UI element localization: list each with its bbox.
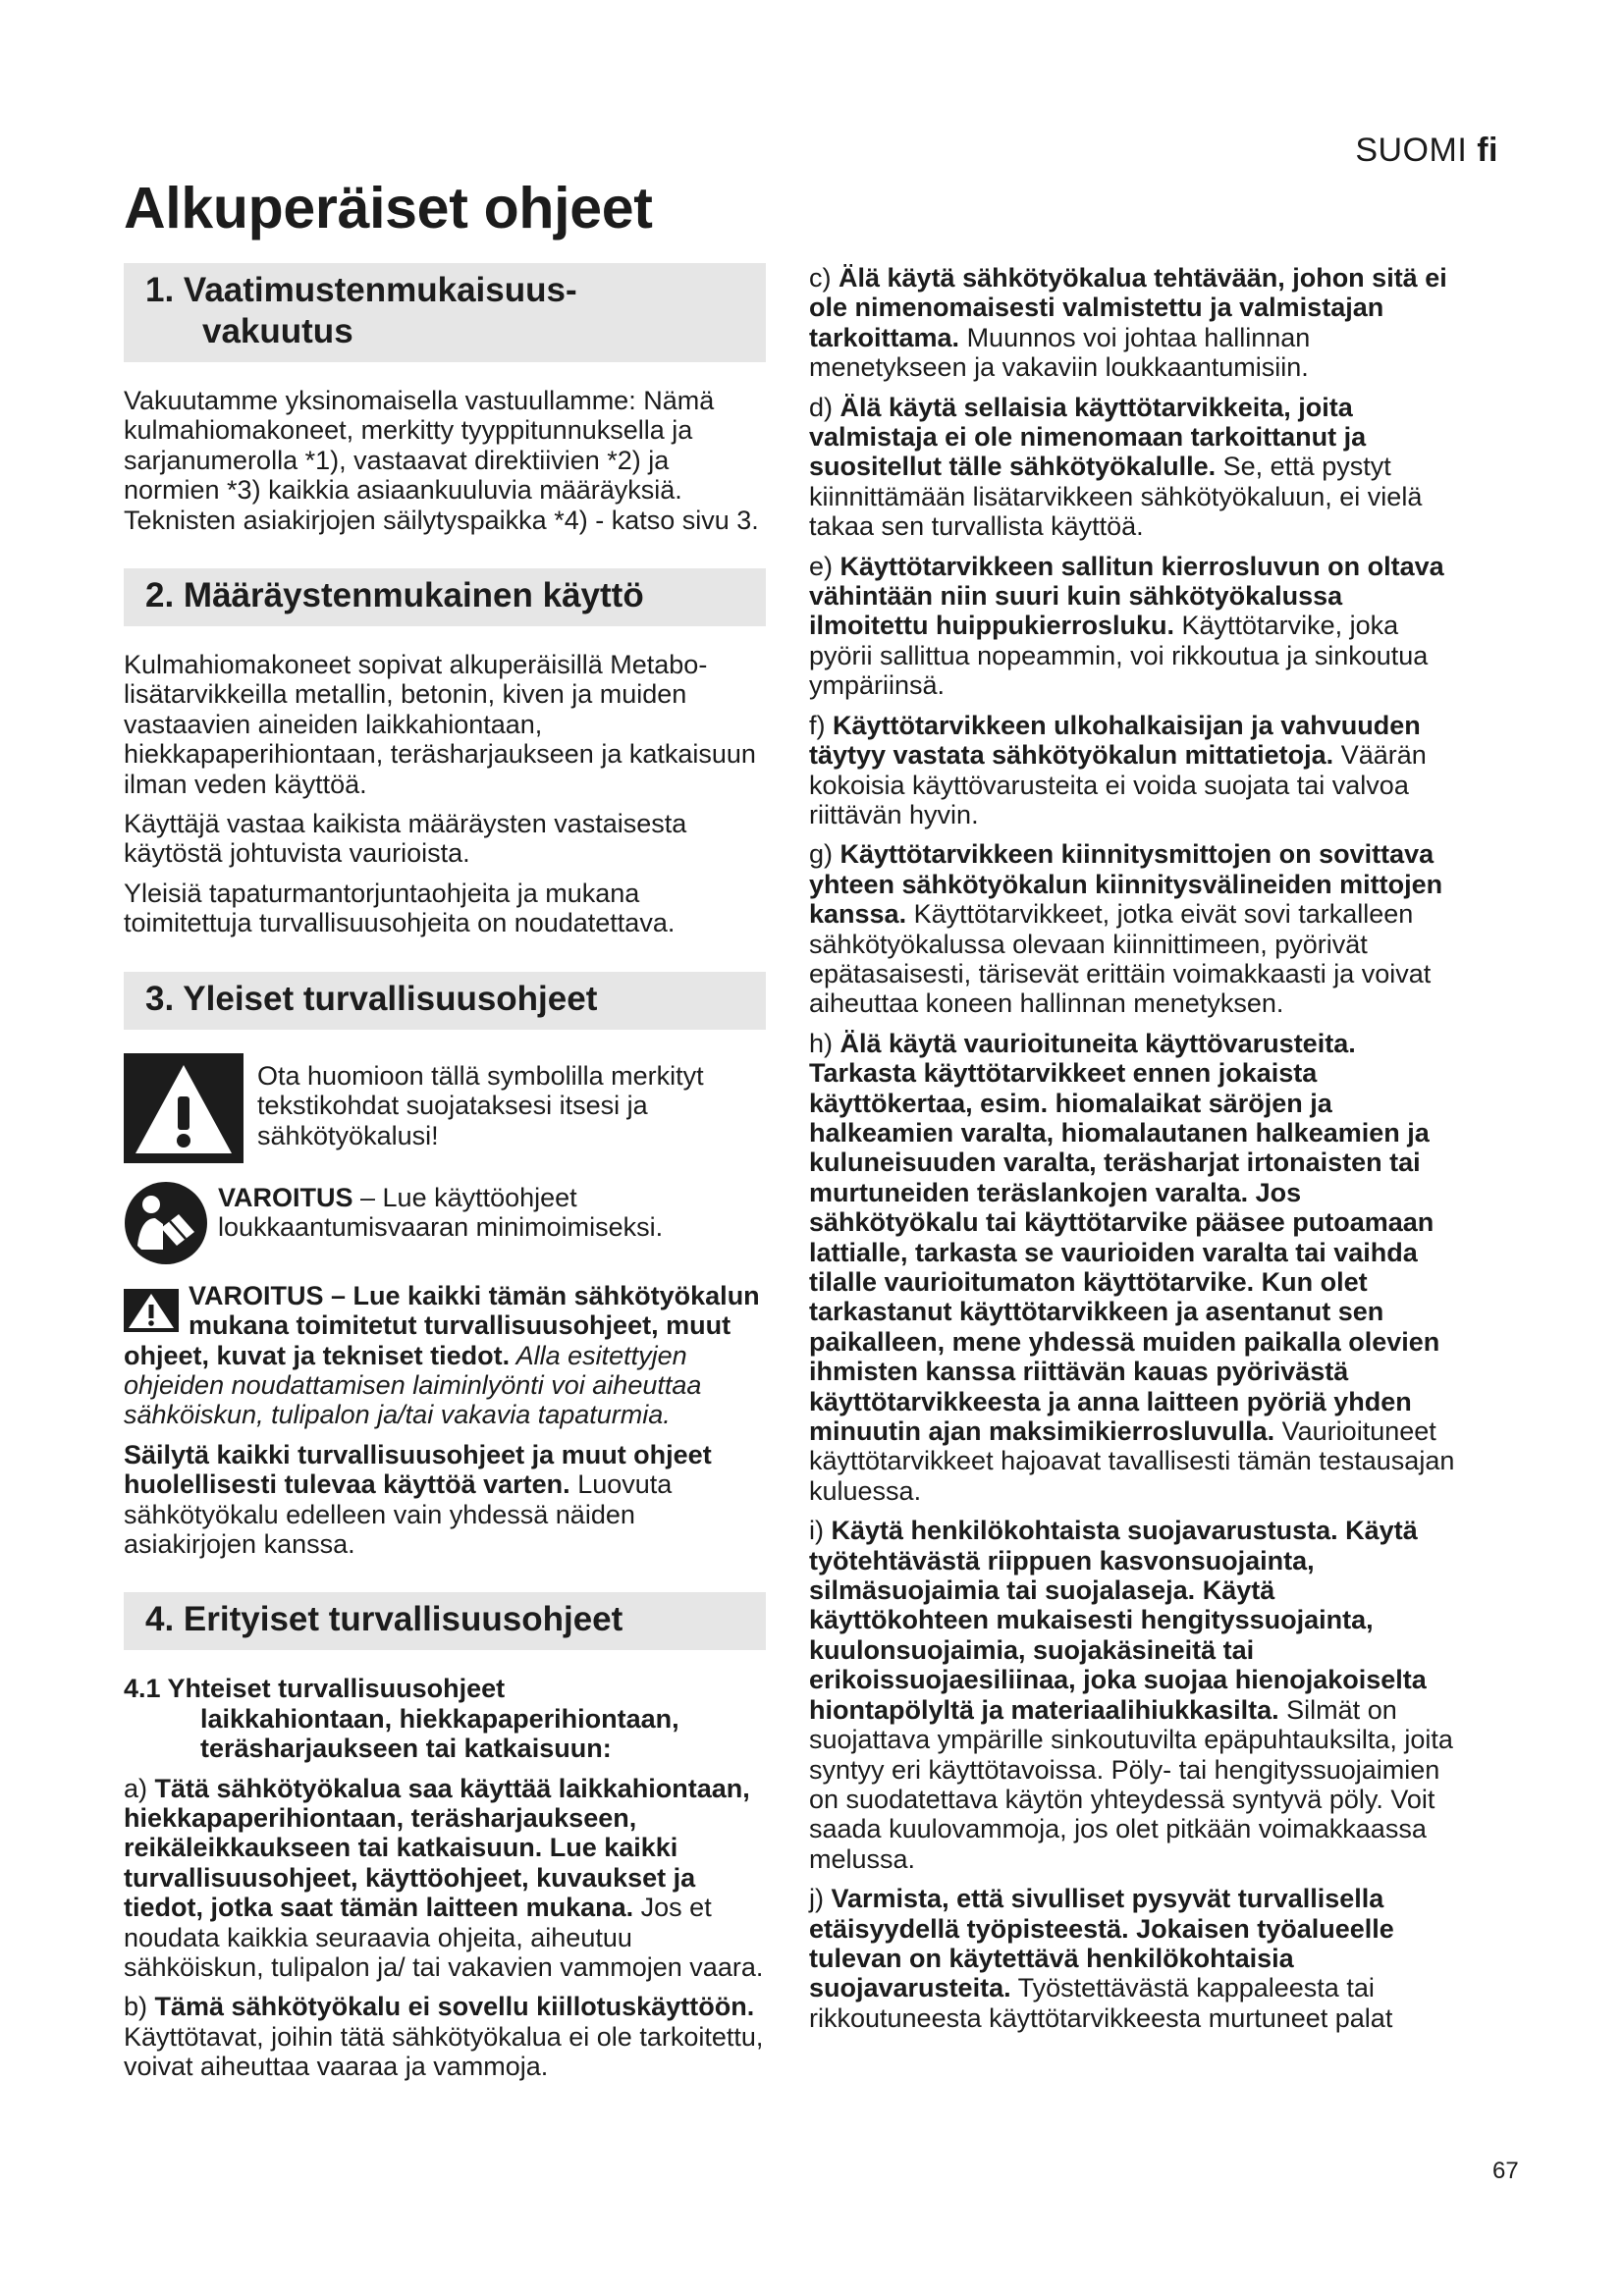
language-code: fi bbox=[1477, 132, 1498, 169]
page-number: 67 bbox=[1492, 2158, 1519, 2184]
warning-triangle-icon bbox=[124, 1053, 244, 1163]
warning-triangle-icon bbox=[124, 1289, 179, 1332]
read-manual-warning: VAROITUS – Lue käyttöohjeet loukkaantumisvaaran minimoimiseksi. bbox=[124, 1181, 766, 1265]
safety-item-f: f) Käyttötarvikkeen ulkohalkaisijan ja vahvuuden täytyy vastata sähkötyökalun mittatietoja. Väärän kokoisia käyttövarusteita ei voida suojata tai valvoa riittävän hyvin. bbox=[809, 710, 1427, 829]
safety-item-j: j) Varmista, että sivulliset pysyvät turvallisella etäisyydellä työpisteestä. Jokaisen työalueelle tulevan on käytettävä henkilökohtaisia suojavarusteita. Työstettävästä kappaleesta tai rikkoutuneesta käyttötarvikkeesta murtuneet palat bbox=[809, 1884, 1394, 2033]
section-1-heading: 1. Vaatimustenmukaisuus- vakuutus bbox=[124, 263, 766, 362]
section-2-paragraph: Yleisiä tapaturmantorjuntaohjeita ja mukana toimitettuja turvallisuusohjeita on noudatettava. bbox=[124, 878, 676, 938]
safety-item-g: g) Käyttötarvikkeen kiinnitysmittojen on sovittava yhteen sähkötyökalun kiinnitysvälineiden mittojen kanssa. Käyttötarvikkeet, jotka eivät sovi tarkalleen sähkötyökalussa olevaan kiinnittimeen, pyörivät epätasaisesti, tärisevät erittäin voimakkaasti ja voivat aiheuttaa koneen hallinnan menetyksen. bbox=[809, 839, 1443, 1019]
keep-instructions: Säilytä kaikki turvallisuusohjeet ja muut ohjeet huolellisesti tulevaa käyttöä varten. Luovuta sähkötyökalu edelleen vain yhdessä näiden asiakirjojen kanssa. bbox=[124, 1439, 712, 1559]
symbol-note: Ota huomioon tällä symbolilla merkityt tekstikohdat suojataksesi itsesi ja sähkötyökalusi! bbox=[124, 1053, 766, 1163]
section-2-paragraph: Käyttäjä vastaa kaikista määräysten vastaisesta käytöstä johtuvista vaurioista. bbox=[124, 809, 687, 869]
safety-item-h: h) Älä käytä vaurioituneita käyttövarusteita. Tarkasta käyttötarvikkeet ennen jokaista käyttökertaa, esim. hiomalaikat säröjen ja halkeamien varalta, hiomalautanen halkeamien ja kuluneisuuden varalta, teräsharjat irtonaisten tai murtuneiden teräslankojen varalta. Jos sähkötyökalu tai käyttötarvike pääsee putoamaan lattialle, tarkasta se vaurioiden varalta tai vaihda tilalle vaurioitumaton käyttötarvike. Kun olet tarkastanut käyttötarvikkeen ja asentanut sen paikalleen, mene yhdessä muiden paikalla olevien ihmisten kanssa riittävän kauas pyörivästä käyttötarvikkeesta ja anna laitteen pyöriä yhden minuutin ajan maksimikierrosluvulla. Vaurioituneet käyttötarvikkeet hajoavat tavallisesti tämän testausajan kuluessa. bbox=[809, 1028, 1455, 1506]
section-2-heading: 2. Määräystenmukainen käyttö bbox=[124, 568, 766, 626]
section-4-1-heading: 4.1 Yhteiset turvallisuusohjeet laikkahiontaan, hiekkapaperihiontaan, teräsharjaukseen tai katkaisuun: bbox=[124, 1674, 679, 1764]
right-column bbox=[809, 263, 1461, 2043]
read-manual-icon bbox=[124, 1181, 208, 1265]
section-3-heading: 3. Yleiset turvallisuusohjeet bbox=[124, 972, 766, 1030]
section-1-body: Vakuutamme yksinomaisella vastuullamme: Nämä kulmahiomakoneet, merkitty tyyppitunnuksella ja sarjanumerolla *1), vastaavat direktiivien *2) ja normien *3) kaikkia asiaankuuluvia määräyksiä. Teknisten asiakirjojen säilytyspaikka *4) - katso sivu 3. bbox=[124, 386, 759, 535]
document-title: Alkuperäiset ohjeet bbox=[124, 176, 653, 240]
safety-item-i: i) Käytä henkilökohtaista suojavarustusta. Käytä työtehtävästä riippuen kasvonsuojainta, silmäsuojaimia tai suojalaseja. Käytä käyttökohteen mukaisesti hengityssuojainta, kuulonsuojaimia, suojakäsineitä tai erikoissuojaesiliinaa, joka suojaa hienojakoiselta hiontapölyltä ja materiaalihiukkasilta. Silmät on suojattava ympärille sinkoutuvilta epäpuhtauksilta, joita syntyy eri käyttötavoissa. Pöly- tai hengityssuojaimien on suodatettava käytön yhteydessä syntyvä pöly. Voit saada kuulovammoja, jos olet pitkään voimakkaassa melussa. bbox=[809, 1516, 1453, 1874]
safety-item-e: e) Käyttötarvikkeen sallitun kierrosluvun on oltava vähintään niin suuri kuin sähkötyökalussa ilmoitettu huippukierrosluku. Käyttötarvike, joka pyörii sallittua nopeammin, voi rikkoutua ja sinkoutua ympäriinsä. bbox=[809, 551, 1444, 701]
safety-item-c: c) Älä käytä sähkötyökalua tehtävään, johon sitä ei ole nimenomaisesti valmistettu ja valmistajan tarkoittama. Muunnos voi johtaa hallinnan menetykseen ja vakaviin loukkaantumisiin. bbox=[809, 263, 1447, 383]
warning-label: VAROITUS bbox=[218, 1182, 353, 1212]
safety-item-a: a) Tätä sähkötyökalua saa käyttää laikkahiontaan, hiekkapaperihiontaan, teräsharjaukseen, reikäleikkaukseen tai katkaisuun. Lue kaikki turvallisuusohjeet, käyttöohjeet, kuvaukset ja tiedot, jotka saat tämän laitteen mukana. Jos et noudata kaikkia seuraavia ohjeita, aiheutuu sähköiskun, tulipalon ja/ tai vakavien vammojen vaara. bbox=[124, 1773, 764, 1982]
general-warning: VAROITUS – Lue kaikki tämän sähkötyökalun mukana toimitetut turvallisuusohjeet, muut ohjeet, kuvat ja tekniset tiedot. Alla esitettyjen ohjeiden noudattamisen laiminlyönti voi aiheuttaa sähköiskun, tulipalon ja/tai vakavia tapaturmia. bbox=[124, 1280, 760, 1430]
language-label: SUOMI fi bbox=[1355, 132, 1498, 169]
section-2-paragraph: Kulmahiomakoneet sopivat alkuperäisillä Metabo-lisätarvikkeilla metallin, betonin, kiven ja muiden vastaavien aineiden laikkahiontaan, hiekkapaperihiontaan, teräsharjaukseen ja katkaisuun ilman veden käyttöä. bbox=[124, 650, 756, 799]
section-4-heading: 4. Erityiset turvallisuusohjeet bbox=[124, 1592, 766, 1650]
safety-item-d: d) Älä käytä sellaisia käyttötarvikkeita, joita valmistaja ei ole nimenomaan tarkoittanut ja suositellut tälle sähkötyökalulle. Se, että pystyt kiinnittämään lisätarvikkeen sähkötyökaluun, ei vielä takaa sen turvallista käyttöä. bbox=[809, 392, 1423, 542]
left-column bbox=[124, 263, 766, 2092]
safety-item-b: b) Tämä sähkötyökalu ei sovellu kiillotuskäyttöön. Käyttötavat, joihin tätä sähkötyökalua ei ole tarkoitettu, voivat aiheuttaa vaaraa ja vammoja. bbox=[124, 1992, 764, 2082]
